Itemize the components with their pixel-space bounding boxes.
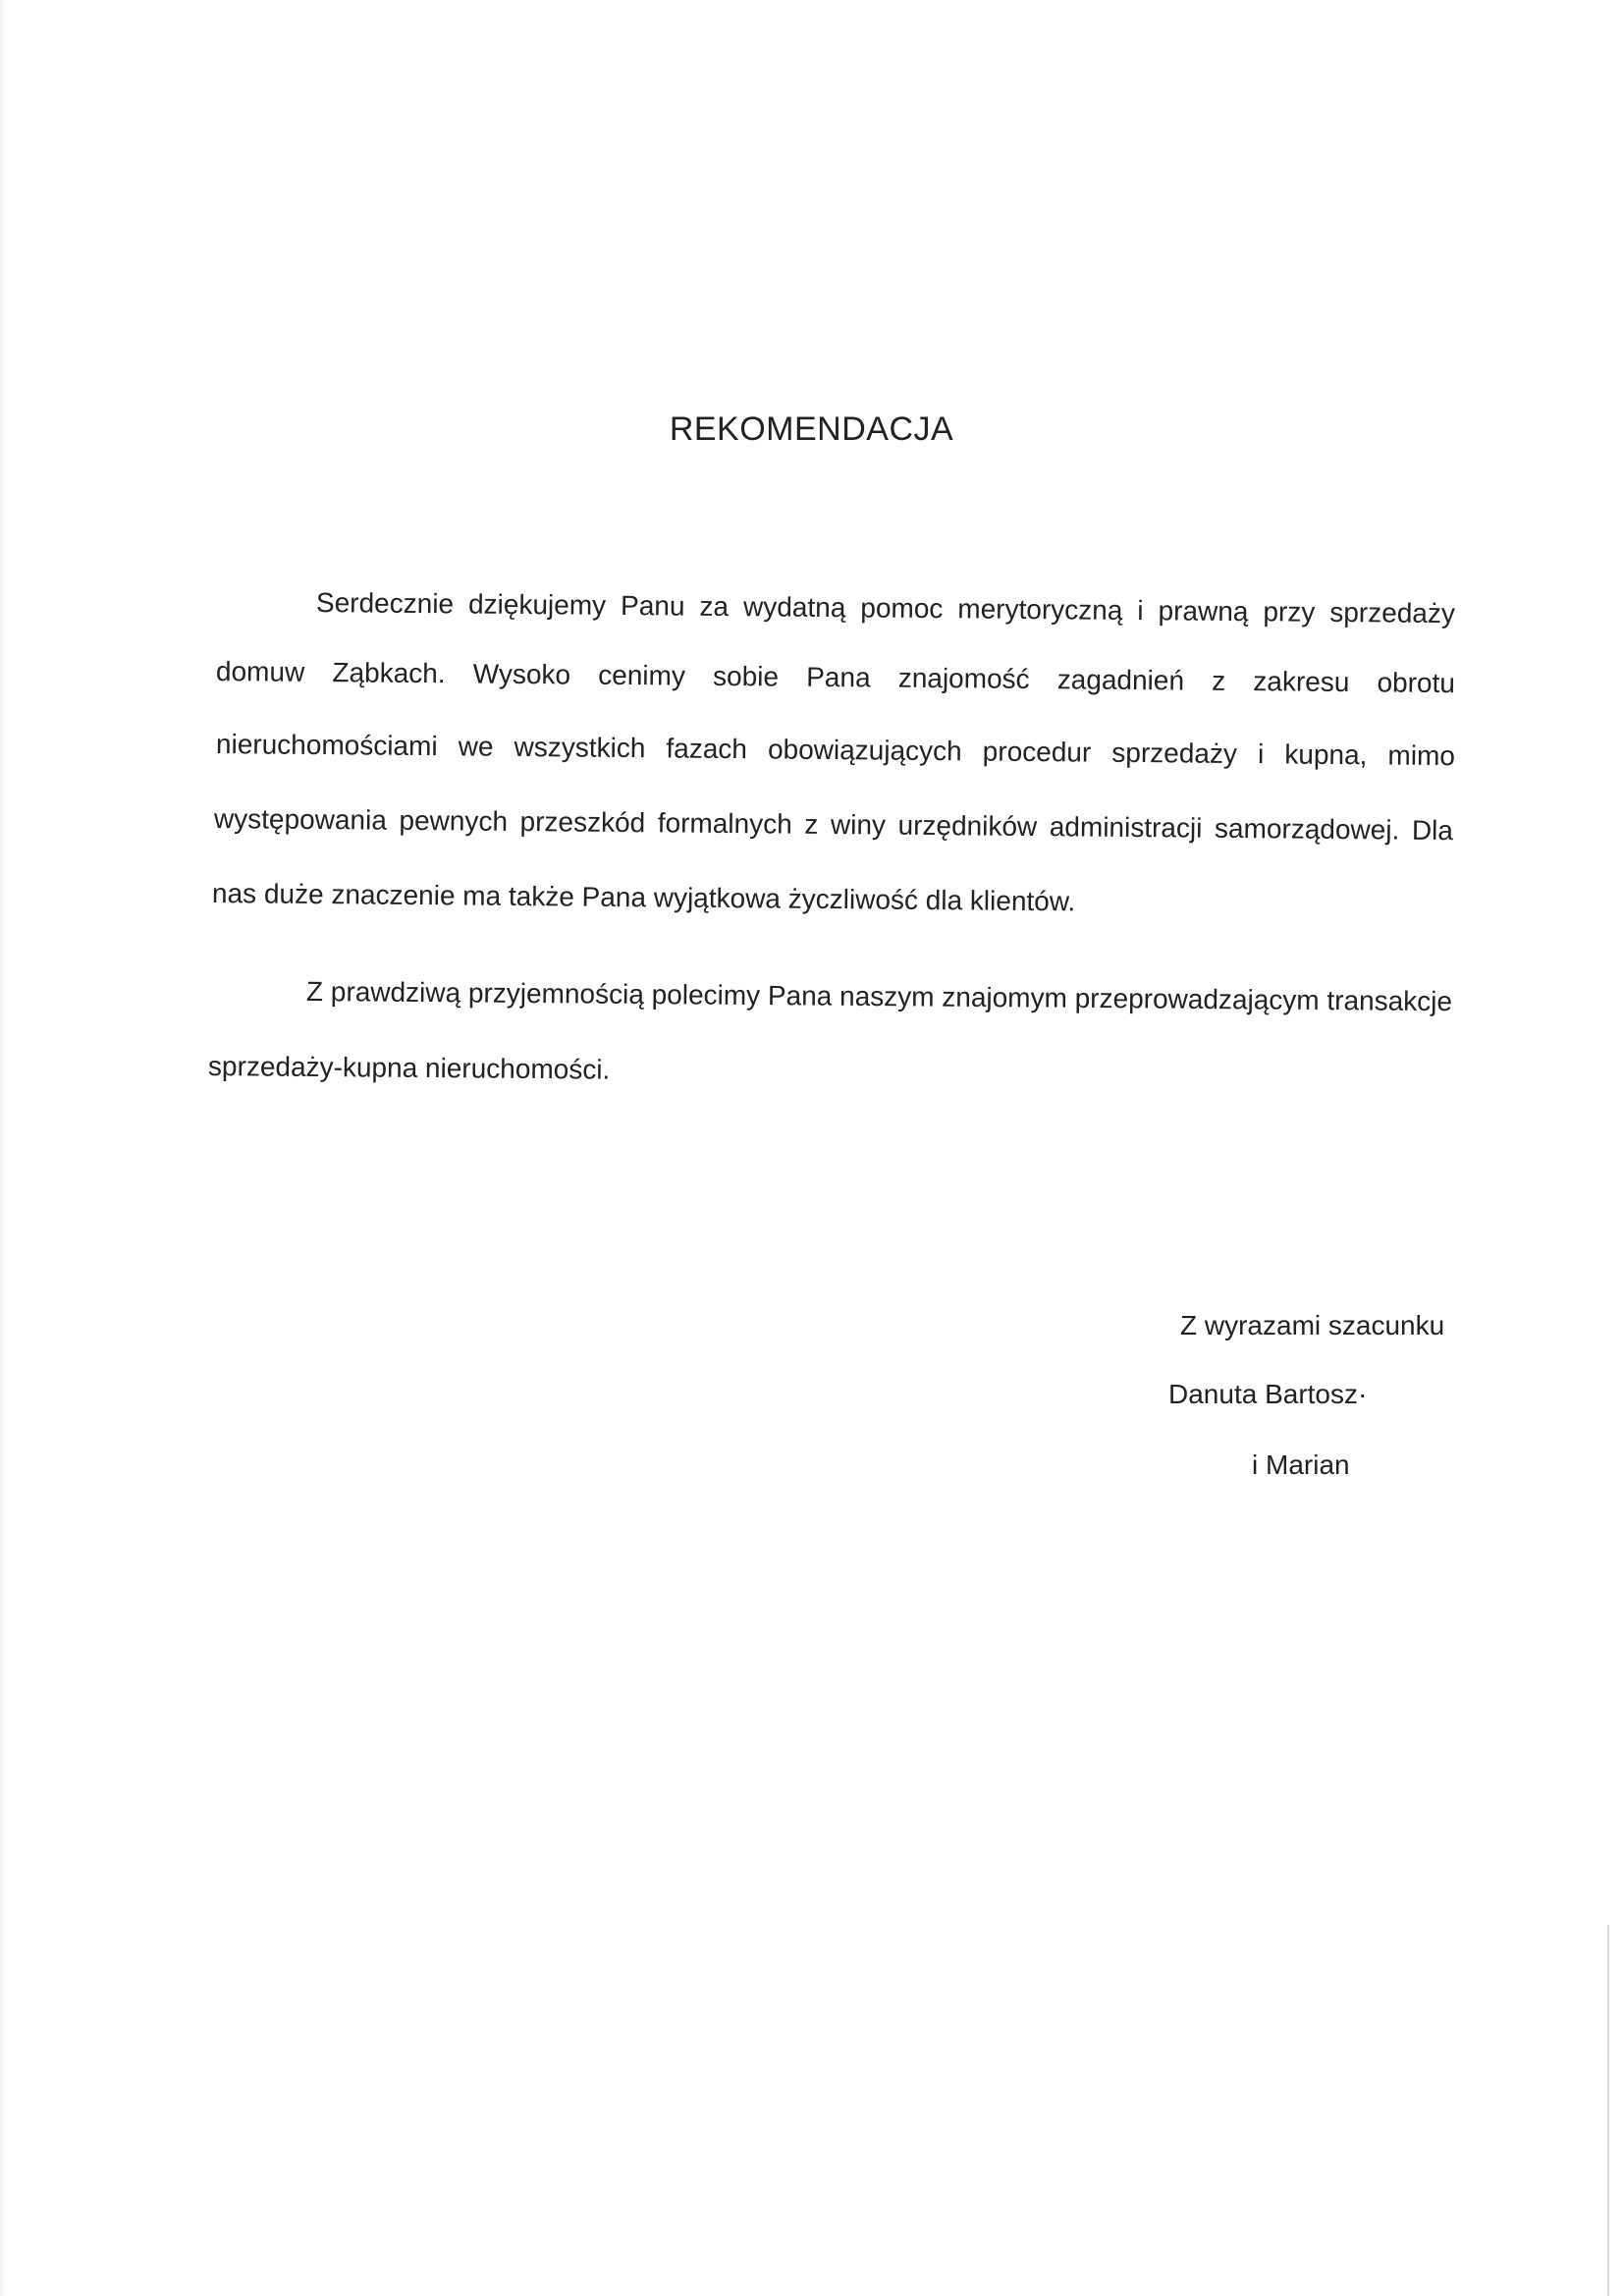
paragraph2-line2: sprzedaży-kupna nieruchomości.: [207, 1051, 611, 1085]
scan-edge-right: [1607, 1925, 1609, 2296]
paragraph1-line2: domuw Ząbkach. Wysoko cenimy sobie Pana znajomość zagadnień z zakresu obrotu: [215, 656, 1456, 699]
paragraph1-line4: występowania pewnych przeszkód formalnych z winy urzędników administracji samorządowej. Dla: [213, 803, 1454, 847]
document-title: REKOMENDACJA: [669, 410, 954, 448]
paragraph1-line5: nas duże znaczenie ma także Pana wyjątkowa życzliwość dla klientów.: [211, 878, 1076, 917]
paragraph1-line1: Serdecznie dziękujemy Panu za wydatną pomoc merytoryczną i prawną przy sprzedaży: [315, 587, 1456, 629]
closing-name-2: i Marian: [1252, 1449, 1350, 1480]
closing-name-1: Danuta Bartosz·: [1168, 1379, 1368, 1409]
closing-salutation: Z wyrazami szacunku: [1180, 1310, 1445, 1340]
paragraph1-line3: nieruchomościami we wszystkich fazach obowiązujących procedur sprzedaży i kupna, mimo: [215, 729, 1456, 772]
scan-edge-left: [0, 0, 6, 2296]
paragraph2-line1: Z prawdziwą przyjemnością polecimy Pana naszym znajomym przeprowadzającym transakcje: [305, 976, 1453, 1017]
